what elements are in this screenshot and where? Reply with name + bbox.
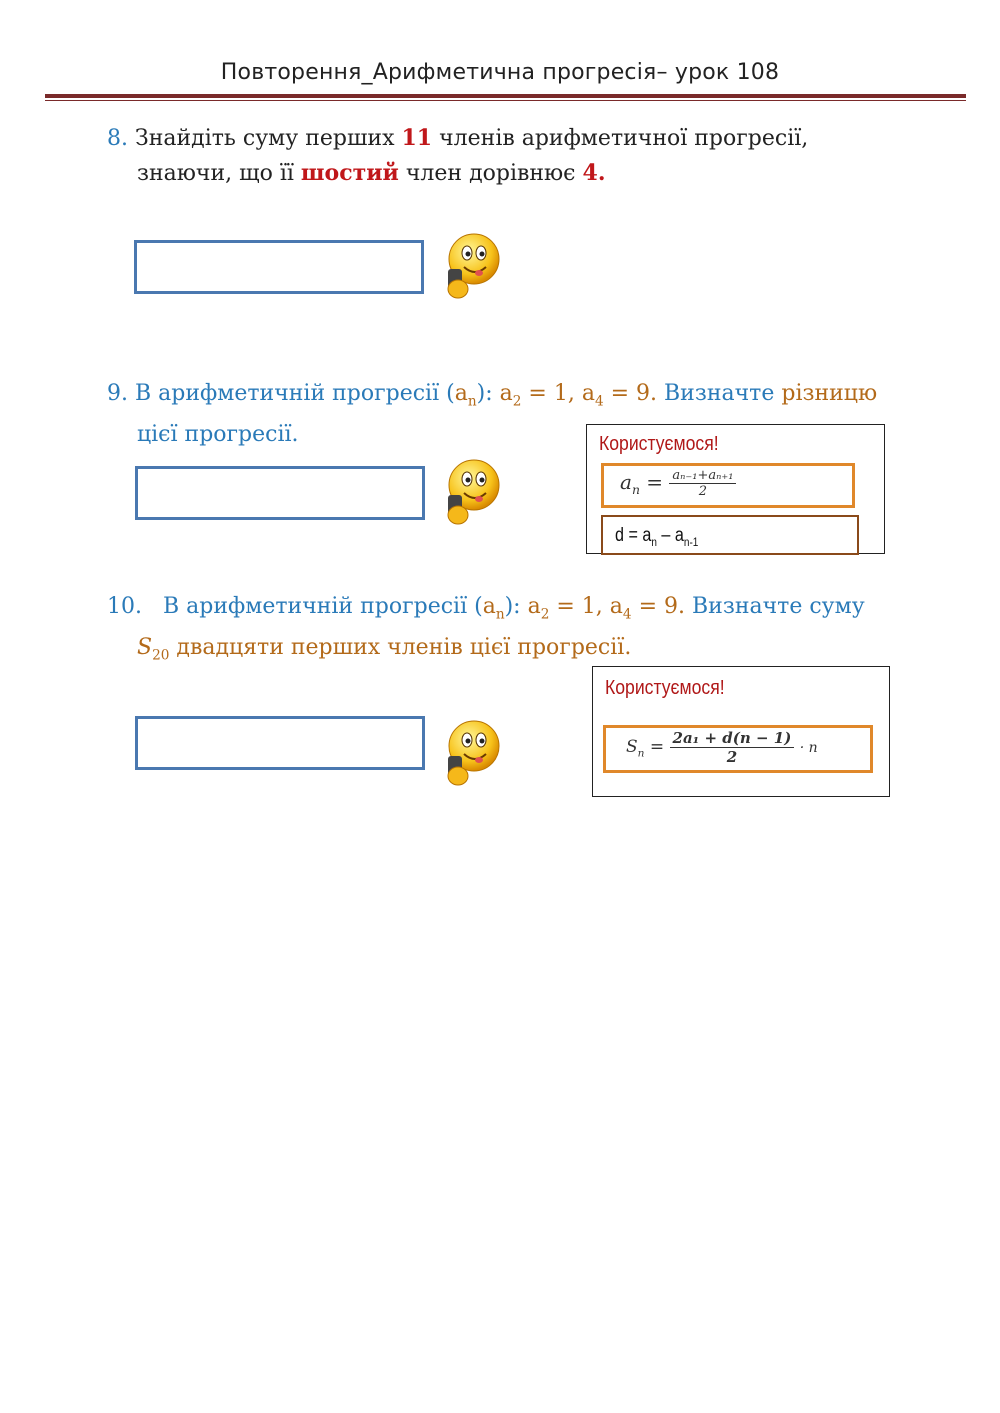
hint-title-q9: Користуємося! (599, 433, 719, 455)
q9-seq-var: a (454, 381, 468, 406)
formula-sn: $S_n$ = $\frac{\text{2a₁ + d(n − 1)}}{2}$ · n (626, 729, 818, 766)
smiley-phone-icon (438, 455, 504, 529)
q10-eq1: = 1, (549, 594, 610, 619)
header-rule-thick (45, 94, 966, 98)
formula-frame-d (601, 515, 859, 555)
question-8-number: 8. (107, 126, 128, 151)
q10-a2: a (527, 594, 541, 619)
q10-s-var: S (137, 635, 153, 661)
q8-highlight-sixth: шостий (300, 160, 399, 186)
q9-text-4: різницю (781, 381, 878, 406)
q10-a2-sub: 2 (540, 606, 550, 623)
formula-frame-an (601, 463, 855, 508)
q10-a4: a (609, 594, 623, 619)
q9-text-2: ): (476, 381, 500, 406)
formula-d-sub1: n (651, 535, 657, 549)
q10-text-3: Визначте суму (692, 594, 865, 619)
q10-seq-sub: n (495, 606, 505, 623)
hint-title-q10: Користуємося! (605, 677, 725, 699)
answer-input-q8[interactable] (134, 240, 424, 294)
q9-a4: a (581, 381, 595, 406)
q9-seq-sub: n (467, 393, 477, 410)
q8-text-4: член дорівнює (405, 161, 576, 186)
formula-d-sub2: n-1 (683, 535, 699, 549)
q10-text-2: ): (504, 594, 528, 619)
q8-highlight-11: 11 (401, 125, 433, 151)
formula-an-fraction (669, 468, 736, 499)
formula-sn-tail: · n (799, 740, 818, 756)
hint-box-q10 (592, 666, 890, 797)
smiley-phone-icon (438, 229, 504, 303)
formula-d-text: d = a (615, 525, 652, 546)
formula-d-mid: – a (656, 525, 684, 546)
formula-sn-denominator: 2 (726, 748, 738, 766)
formula-an-lhs: a (620, 470, 632, 494)
formula-sn-lhs-sub: n (637, 747, 645, 760)
formula-d (615, 525, 698, 549)
formula-an-numerator: aₙ₋₁+aₙ₊₁ (669, 468, 736, 484)
q8-text-2: членів арифметичної прогресії, (439, 126, 809, 151)
q9-a2: a (499, 381, 513, 406)
answer-input-q10[interactable] (135, 716, 425, 770)
q9-text-1: В арифметичній прогресії ( (135, 381, 455, 406)
question-9-number: 9. (107, 381, 128, 406)
formula-an: $a_n$ = $\frac{\text{aₙ₋₁+aₙ₊₁}}{2}$ (620, 468, 736, 499)
formula-sn-lhs: S (626, 737, 638, 757)
hint-box-q9 (586, 424, 885, 554)
q8-text-1: Знайдіть суму перших (135, 126, 395, 151)
smiley-phone-icon (438, 716, 504, 790)
q9-a2-sub: 2 (512, 393, 522, 410)
formula-sn-fraction (670, 729, 795, 766)
q9-eq2: = 9. (603, 381, 665, 406)
q9-text-5: цієї прогресії. (137, 422, 299, 448)
q9-text-3: Визначте (664, 381, 775, 406)
q10-eq2: = 9. (631, 594, 692, 619)
q10-text-1: В арифметичній прогресії ( (162, 594, 483, 619)
question-8 (107, 121, 967, 191)
q10-seq-var: a (482, 594, 496, 619)
q8-text-3: знаючи, що її (137, 161, 294, 186)
answer-input-q9[interactable] (135, 466, 425, 520)
q8-highlight-4: 4. (582, 160, 606, 186)
formula-sn-numerator: 2a₁ + d(n − 1) (670, 729, 795, 748)
q10-text-4: двадцяти перших членів цієї прогресії. (176, 635, 632, 661)
question-10-number: 10. (107, 594, 142, 619)
question-10 (107, 590, 987, 673)
formula-an-lhs-sub: n (631, 482, 640, 497)
page-header: Повторення_Арифметична прогресія– урок 108 (220, 60, 780, 85)
q10-s-sub: 20 (152, 647, 170, 664)
q10-a4-sub: 4 (622, 606, 632, 623)
formula-frame-sn (603, 725, 873, 773)
q9-a4-sub: 4 (594, 393, 604, 410)
q9-eq1: = 1, (521, 381, 582, 406)
header-rule-thin (45, 100, 966, 101)
formula-an-denominator: 2 (698, 484, 708, 499)
